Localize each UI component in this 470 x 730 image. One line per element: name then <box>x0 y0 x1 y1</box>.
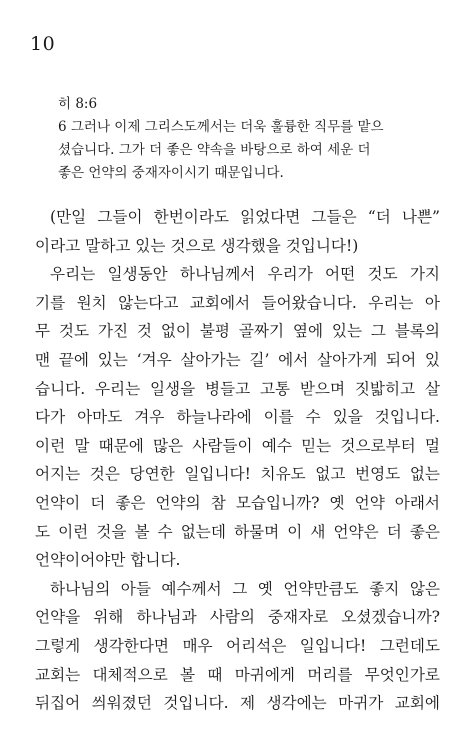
body-line: 어지는 것은 당연한 일입니다! 치유도 없고 번영도 없는 <box>35 465 440 484</box>
body-line: 하나님의 아들 예수께서 그 옛 언약만큼도 좋지 않은 <box>50 579 440 598</box>
body-line: 기를 원치 않는다고 교회에서 들어왔습니다. 우리는 아 <box>35 293 440 312</box>
verse-line: 좋은 언약의 중재자이시기 때문입니다. <box>58 165 284 181</box>
body-line: 우리는 일생동안 하나님께서 우리가 어떤 것도 가지 <box>50 265 440 284</box>
body-line: 습니다. 우리는 일생을 병들고 고통 받으며 짓밟히고 살 <box>35 379 440 398</box>
verse-reference: 히 8:6 <box>58 96 98 112</box>
body-line: 도 이런 것을 볼 수 없는데 하물며 이 새 언약은 더 좋은 <box>35 522 440 541</box>
body-line: 이런 말 때문에 많은 사람들이 예수 믿는 것으로부터 멀 <box>35 436 440 455</box>
body-line: 다가 아마도 겨우 하늘나라에 이를 수 있을 것입니다. <box>35 408 440 427</box>
body-line: 맨 끝에 있는 ‘겨우 살아가는 길’ 에서 살아가게 되어 있 <box>35 350 440 369</box>
page-number: 10 <box>30 33 56 55</box>
body-line: 이라고 말하고 있는 것으로 생각했을 것입니다!) <box>35 236 359 255</box>
body-line: 언약을 위해 하나님과 사람의 중재자로 오셨겠습니까? <box>35 608 440 627</box>
body-line: 뒤집어 씌워졌던 것입니다. 제 생각에는 마귀가 교회에 <box>35 694 440 713</box>
verse-block <box>58 93 430 185</box>
body-line: 언약이어야만 합니다. <box>35 551 181 570</box>
body-text <box>35 203 440 718</box>
body-line: 무 것도 가진 것 없이 불평 골짜기 옆에 있는 그 블록의 <box>35 322 440 341</box>
verse-line: 셨습니다. 그가 더 좋은 약속을 바탕으로 하여 세운 더 <box>58 142 371 158</box>
body-line: 언약이 더 좋은 언약의 참 모습입니까? 옛 언약 아래서 <box>35 493 440 512</box>
body-line: 그렇게 생각한다면 매우 어리석은 일입니다! 그런데도 <box>35 636 440 655</box>
body-line: (만일 그들이 한번이라도 읽었다면 그들은 “더 나쁜” <box>50 208 440 226</box>
body-line: 교회는 대체적으로 볼 때 마귀에게 머리를 무엇인가로 <box>35 665 440 684</box>
verse-line: 6 그러나 이제 그리스도께서는 더욱 훌륭한 직무를 맡으 <box>58 119 384 135</box>
